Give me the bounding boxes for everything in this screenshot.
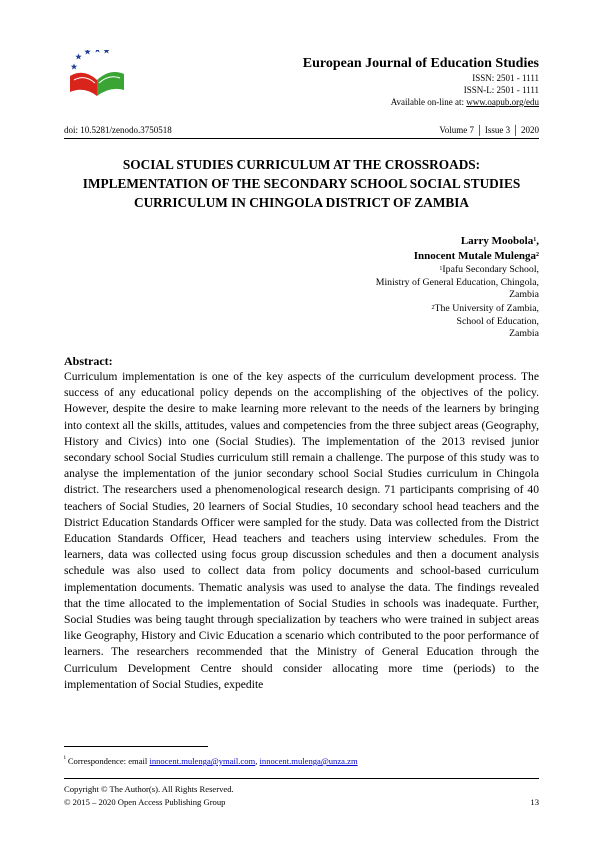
publisher-notice: © 2015 – 2020 Open Access Publishing Group <box>64 797 226 807</box>
copyright-notice: Copyright © The Author(s). All Rights Reserved. <box>64 784 234 794</box>
author-name: Larry Moobola <box>460 235 534 247</box>
affiliation-text: The University of Zambia, <box>434 303 539 314</box>
affiliation-line <box>432 303 539 316</box>
affiliation-sup: 1 <box>439 266 443 272</box>
affiliation-line: Zambia <box>509 289 539 300</box>
affiliation-2 <box>432 303 539 341</box>
journal-logo-icon <box>62 50 132 100</box>
affiliation-text: Ipafu Secondary School, <box>442 264 539 275</box>
journal-title: European Journal of Education Studies <box>302 56 539 71</box>
email-link-2[interactable]: innocent.mulenga@unza.zm <box>259 756 358 766</box>
email-link-1[interactable]: innocent.mulenga@ymail.com <box>149 756 256 766</box>
doi: doi: 10.5281/zenodo.3750518 <box>64 125 172 135</box>
abstract-heading: Abstract: <box>64 354 113 368</box>
abstract-text: Curriculum implementation is one of the key aspects of the curriculum development process. The success of any educational policy depends on the accomplishing of the objectives of the policy. However, despite the desire to make learning more relevant to the needs of the learners by bringing into context all the skills, attitudes, values and competencies from the three subject areas (Geography, History and Civics) into one (Social Studies). The implementation of the 2013 revised junior secondary school Social Studies curriculum still remain a challenge. The purpose of this study was to analyse the implementation of the junior secondary school Social Studies curriculum in Chingola district. The researchers used a phenomenological research design. 71 participants comprising of 40 teachers of Social Studies, 20 learners of Social Studies, 10 secondary school head teachers and the District Education Standards Officer were sampled for the study. Data was collected from the District Education Standards Officer, Head teachers and teachers using interview schedules. From the learners, data was collected using focus group discussion schedules and then a document analysis schedule was also used to collect data from policy documents and school-based curriculum implementation documents. Thematic analysis was used to analyse the data. The findings revealed that the time allocated to the implementation of Social Studies in schools was inadequate. Further, Social Studies was being taught through specialization by teachers who were trained in subject areas like Geography, History and Civic Education a scenario which contributed to the poor performance of learners. The researchers recommended that the Ministry of General Education through the Curriculum Development Centre should consider allocating more time (periods) to the implementation of Social Studies, expedite <box>64 370 539 691</box>
affiliation-sup: 2 <box>431 305 435 311</box>
author-sup: 1 <box>533 237 537 243</box>
author-2 <box>414 250 539 263</box>
article-title: SOCIAL STUDIES CURRICULUM AT THE CROSSROADS: IMPLEMENTATION OF THE SECONDARY SCHOOL SOCIAL STUDIES CURRICULUM IN CHINGOLA DISTRICT OF ZAMBIA <box>82 157 521 210</box>
author-name: Innocent Mutale Mulenga <box>413 250 536 262</box>
issn-l: ISSN-L: 2501 - 1111 <box>463 85 539 95</box>
author-1 <box>461 235 539 248</box>
footer-divider <box>64 778 539 779</box>
footnote-prefix: Correspondence: email <box>67 756 150 766</box>
volume-issue: Volume 7 │ Issue 3 │ 2020 <box>439 125 539 135</box>
availability-label: Available on-line at: <box>390 97 467 107</box>
affiliation-line <box>376 264 539 277</box>
footnote <box>64 756 358 766</box>
availability-line <box>391 96 539 108</box>
author-suffix: , <box>536 235 539 247</box>
affiliation-line: Zambia <box>509 328 539 339</box>
page-number: 13 <box>530 797 539 807</box>
footnote-separator: , <box>255 756 260 766</box>
journal-url-link[interactable]: www.oapub.org/edu <box>466 97 539 107</box>
header-divider <box>64 138 539 139</box>
footnote-sup: i <box>64 755 66 761</box>
author-sup: 2 <box>536 252 539 258</box>
affiliation-line: Ministry of General Education, Chingola, <box>375 276 539 288</box>
footnote-divider <box>64 746 208 747</box>
issn: ISSN: 2501 - 1111 <box>472 73 539 83</box>
affiliation-1 <box>376 264 539 302</box>
affiliation-line: School of Education, <box>456 315 539 327</box>
